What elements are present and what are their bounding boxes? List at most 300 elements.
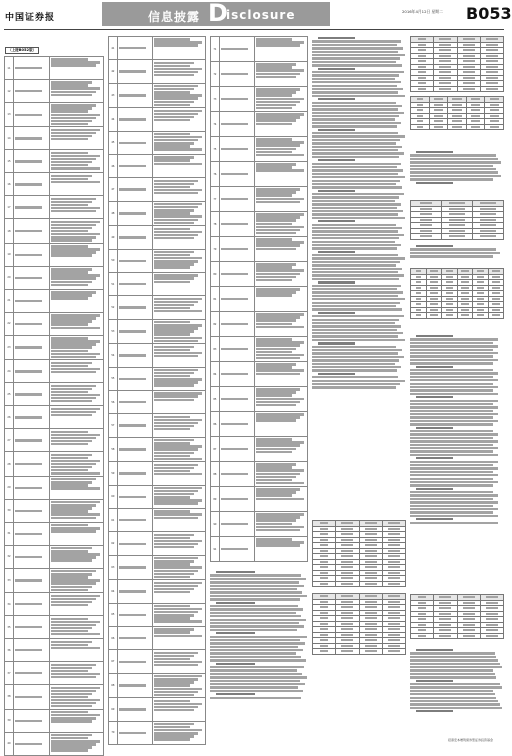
text-line	[51, 667, 92, 669]
text-line	[256, 323, 292, 325]
agency-name-cell	[117, 627, 152, 650]
text-line	[410, 171, 498, 173]
cell-text	[418, 613, 426, 615]
cell-text	[449, 208, 466, 210]
text-line	[312, 64, 402, 66]
text-line	[410, 515, 498, 517]
cell-text	[446, 309, 454, 311]
agency-name-cell	[13, 616, 49, 639]
text-line	[154, 452, 194, 454]
text-line	[256, 169, 304, 171]
text-line	[51, 576, 88, 578]
agency-detail-cell	[49, 127, 103, 150]
agency-row	[5, 662, 104, 685]
text-line	[154, 540, 202, 542]
cell-text	[461, 287, 469, 289]
text-line	[154, 119, 190, 121]
text-line	[221, 123, 247, 125]
table-cell	[359, 581, 382, 587]
text-line	[410, 505, 493, 507]
text-line	[312, 363, 395, 365]
cell-text	[388, 628, 400, 630]
text-line	[256, 163, 296, 165]
text-line	[210, 642, 305, 644]
cell-text	[341, 639, 353, 641]
agency-name-cell	[13, 568, 49, 592]
text-line	[210, 639, 300, 641]
agency-detail-cell	[254, 437, 307, 462]
text-line	[51, 641, 92, 643]
text-line	[154, 189, 202, 191]
text-line	[210, 659, 306, 661]
text-line	[51, 391, 88, 393]
agency-row	[211, 287, 308, 312]
text-line	[119, 354, 145, 356]
cell-text	[430, 303, 438, 305]
cell-text	[320, 650, 328, 652]
agency-name-cell	[117, 650, 152, 673]
text-line	[154, 537, 190, 539]
text-line	[256, 326, 304, 328]
row-number: 27	[5, 429, 14, 452]
cell-text	[439, 596, 451, 598]
row-number: 59	[109, 462, 118, 485]
text-line	[154, 706, 198, 708]
text-line	[154, 614, 194, 616]
text-line	[312, 257, 405, 259]
cell-text	[492, 276, 500, 278]
cell-text	[430, 292, 438, 294]
agency-detail-cell	[49, 522, 103, 545]
text-line	[119, 590, 145, 592]
text-line	[51, 746, 92, 748]
text-line	[256, 151, 292, 153]
text-block-col5-a	[410, 150, 504, 198]
text-line	[210, 690, 303, 692]
text-line	[154, 65, 190, 67]
text-line	[51, 737, 88, 739]
cell-text	[320, 544, 328, 546]
cell-text	[480, 208, 497, 210]
cell-text	[320, 623, 328, 625]
text-line	[216, 602, 255, 604]
row-number: 26	[5, 406, 14, 429]
cell-text	[486, 88, 498, 90]
cell-text	[480, 213, 497, 215]
text-line	[256, 476, 296, 478]
text-line	[51, 87, 100, 89]
text-line	[410, 501, 498, 503]
text-line	[256, 441, 304, 443]
text-line	[154, 510, 190, 512]
text-line	[154, 573, 194, 575]
cell-text	[420, 213, 431, 215]
agency-row	[5, 103, 104, 127]
text-line	[154, 71, 198, 73]
row-number: 77	[211, 187, 220, 212]
text-line	[51, 167, 100, 169]
text-line	[154, 576, 190, 578]
agency-name-cell	[117, 485, 152, 508]
text-line	[312, 54, 405, 56]
agency-detail-cell	[49, 80, 103, 103]
cell-text	[388, 528, 400, 530]
cell-text	[471, 120, 480, 122]
text-line	[154, 206, 198, 208]
cell-text	[439, 38, 451, 40]
text-line	[154, 237, 194, 239]
text-line	[312, 369, 397, 371]
agency-row	[109, 603, 206, 626]
text-line	[312, 335, 398, 337]
text-line	[256, 513, 304, 515]
text-line	[51, 460, 100, 462]
cell-text	[365, 650, 377, 652]
text-line	[221, 148, 247, 150]
cell-text	[418, 618, 426, 620]
issue-date: 2016年4月12日 星期二	[402, 9, 443, 14]
table-cell	[466, 124, 485, 130]
text-line	[210, 629, 297, 631]
text-line	[416, 151, 454, 153]
row-number: 42	[109, 60, 118, 83]
text-line	[256, 194, 292, 196]
cell-text	[446, 276, 454, 278]
agency-name-cell	[117, 367, 152, 390]
cell-text	[388, 566, 400, 568]
cell-text	[492, 298, 500, 300]
text-line	[256, 538, 292, 540]
text-line	[410, 693, 495, 695]
cell-text	[471, 115, 480, 117]
row-number: 12	[5, 80, 14, 103]
cell-text	[418, 602, 426, 604]
cell-text	[341, 595, 353, 597]
text-line	[51, 589, 88, 591]
table-row	[313, 581, 406, 587]
text-line	[210, 646, 298, 648]
text-line	[51, 705, 92, 707]
text-line	[51, 530, 96, 532]
agency-name-cell	[117, 437, 152, 461]
cell-text	[446, 287, 454, 289]
text-line	[312, 112, 404, 114]
agency-detail-cell	[254, 237, 307, 262]
text-line	[210, 673, 302, 675]
cell-text	[341, 645, 353, 647]
cell-text	[388, 650, 400, 652]
text-line	[416, 366, 454, 368]
agency-detail-cell	[254, 187, 307, 212]
section-title-cn: 信息披露	[148, 10, 201, 24]
cell-text	[430, 298, 438, 300]
cell-text	[320, 533, 328, 535]
row-number: 89	[211, 487, 220, 512]
text-line	[15, 416, 42, 418]
row-number: 45	[109, 131, 118, 154]
text-line	[154, 381, 198, 383]
row-number: 25	[5, 383, 14, 406]
text-line	[154, 732, 198, 734]
text-line	[221, 423, 247, 425]
agency-name-cell	[219, 237, 254, 262]
agency-detail-cell	[152, 226, 205, 249]
text-line	[312, 247, 397, 249]
text-line	[51, 501, 100, 503]
text-line	[154, 142, 194, 144]
cell-text	[446, 281, 454, 283]
text-line	[410, 345, 498, 347]
text-line	[154, 729, 202, 731]
cell-text	[416, 314, 421, 316]
text-line	[51, 513, 100, 515]
agency-row	[109, 627, 206, 650]
text-line	[410, 478, 493, 480]
text-line	[51, 687, 100, 689]
agency-detail-cell	[49, 360, 103, 383]
text-line	[312, 295, 398, 297]
agency-row	[211, 62, 308, 87]
text-line	[51, 337, 88, 339]
text-line	[154, 691, 198, 693]
text-line	[410, 175, 501, 177]
cell-text	[463, 607, 475, 609]
cell-text	[320, 561, 328, 563]
cell-text	[439, 618, 451, 620]
text-line	[15, 743, 42, 745]
text-line	[256, 529, 300, 531]
agency-detail-cell	[152, 201, 205, 225]
text-line	[154, 74, 194, 76]
agency-row	[5, 243, 104, 266]
text-line	[312, 359, 399, 361]
agency-name-cell	[13, 219, 49, 243]
text-line	[15, 556, 42, 558]
text-line	[154, 448, 198, 450]
agency-name-cell	[117, 319, 152, 343]
row-number: 52	[109, 296, 118, 319]
text-line	[312, 108, 398, 110]
row-number: 78	[211, 212, 220, 237]
agency-name-cell	[219, 412, 254, 437]
text-line	[15, 323, 42, 325]
text-line	[51, 117, 96, 119]
text-line	[312, 237, 399, 239]
cell-text	[486, 60, 498, 62]
text-line	[51, 507, 92, 509]
text-line	[312, 176, 405, 178]
text-line	[410, 248, 496, 250]
portfolio-table	[410, 36, 504, 92]
agency-row	[211, 362, 308, 387]
agency-name-cell	[13, 243, 49, 266]
text-line	[51, 714, 100, 716]
text-line	[256, 313, 304, 315]
text-line	[119, 378, 145, 380]
cell-text	[430, 314, 438, 316]
cell-text	[452, 120, 461, 122]
text-line	[210, 649, 303, 651]
text-line	[256, 523, 292, 525]
text-line	[256, 369, 304, 371]
row-number: 66	[109, 627, 118, 650]
agency-row	[109, 83, 206, 107]
row-number: 20	[5, 266, 14, 289]
text-line	[256, 241, 304, 243]
text-line	[51, 527, 100, 529]
table-cell	[382, 581, 405, 587]
masthead	[0, 0, 512, 30]
agency-name-cell	[117, 673, 152, 697]
text-line	[154, 428, 190, 430]
text-line	[312, 132, 398, 134]
text-line	[154, 664, 198, 666]
text-line	[410, 491, 493, 493]
row-number: 41	[109, 37, 118, 60]
text-line	[51, 604, 88, 606]
text-line	[312, 125, 397, 127]
agency-row	[211, 237, 308, 262]
text-line	[154, 726, 190, 728]
row-number: 15	[5, 150, 14, 173]
text-line	[15, 300, 42, 302]
text-line	[216, 663, 255, 665]
agency-row	[5, 685, 104, 709]
row-number: 13	[5, 103, 14, 127]
table-cell	[426, 313, 442, 319]
text-line	[154, 445, 202, 447]
cell-text	[463, 629, 475, 631]
text-line	[256, 44, 300, 46]
text-line	[256, 69, 304, 71]
text-line	[154, 557, 198, 559]
text-line	[312, 91, 398, 93]
agency-name-cell	[13, 685, 49, 709]
text-line	[210, 574, 301, 576]
agency-name-cell	[13, 383, 49, 406]
agency-detail-cell	[152, 60, 205, 83]
cell-text	[388, 645, 400, 647]
sales-agency-table-2	[108, 36, 206, 745]
text-line	[154, 68, 202, 70]
text-line	[210, 622, 299, 624]
text-line	[256, 154, 304, 156]
cell-text	[446, 314, 454, 316]
cell-text	[341, 612, 353, 614]
table-cell	[473, 234, 504, 240]
text-line	[51, 644, 88, 646]
text-line	[312, 285, 401, 287]
text-line	[256, 104, 296, 106]
text-line	[154, 85, 198, 87]
agency-name-cell	[117, 178, 152, 201]
text-line	[154, 327, 198, 329]
cell-text	[477, 314, 485, 316]
cell-text	[486, 602, 498, 604]
text-line	[312, 274, 404, 276]
text-line	[51, 510, 88, 512]
cell-text	[490, 109, 499, 111]
text-line	[119, 543, 145, 545]
text-line	[119, 212, 145, 214]
text-line	[312, 71, 404, 73]
text-line	[119, 448, 145, 450]
text-line	[154, 301, 198, 303]
table-cell	[480, 86, 503, 92]
text-line	[210, 619, 306, 621]
text-line	[51, 350, 88, 352]
cell-text	[439, 607, 451, 609]
agency-name-cell	[13, 289, 49, 312]
text-line	[154, 136, 202, 138]
text-line	[154, 570, 198, 572]
text-line	[119, 519, 145, 521]
text-line	[154, 392, 202, 394]
cell-text	[461, 292, 469, 294]
text-line	[416, 488, 454, 490]
table-cell	[336, 649, 359, 655]
text-line	[51, 245, 88, 247]
text-line	[51, 204, 88, 206]
table-cell	[411, 313, 427, 319]
cell-text	[341, 555, 353, 557]
agency-detail-cell	[254, 37, 307, 62]
row-number: 48	[109, 201, 118, 225]
text-line	[410, 444, 493, 446]
cell-text	[365, 555, 377, 557]
text-line	[51, 627, 92, 629]
text-line	[410, 359, 498, 361]
agency-detail-cell	[49, 173, 103, 196]
text-line	[51, 84, 88, 86]
text-line	[256, 101, 300, 103]
text-line	[221, 398, 247, 400]
text-line	[154, 513, 202, 515]
row-number: 81	[211, 287, 220, 312]
text-line	[221, 98, 247, 100]
agency-row	[109, 673, 206, 697]
cell-text	[365, 634, 377, 636]
text-line	[154, 156, 194, 158]
text-line	[256, 188, 300, 190]
row-number: 56	[109, 391, 118, 414]
cell-text	[417, 120, 423, 122]
mid-table-col5	[410, 200, 504, 242]
agency-name-cell	[219, 287, 254, 312]
agency-detail-cell	[254, 287, 307, 312]
text-line	[51, 431, 88, 433]
text-line	[51, 81, 92, 83]
text-line	[312, 193, 404, 195]
row-number: 82	[211, 312, 220, 337]
cell-text	[486, 77, 498, 79]
text-line	[119, 496, 145, 498]
cell-text	[365, 566, 377, 568]
text-line	[410, 389, 493, 391]
text-line	[210, 608, 303, 610]
cell-text	[452, 98, 461, 100]
text-line	[119, 424, 145, 426]
cell-text	[461, 281, 469, 283]
text-line	[312, 254, 398, 256]
text-line	[15, 696, 42, 698]
text-line	[51, 274, 100, 276]
text-line	[410, 440, 498, 442]
cell-text	[418, 624, 426, 626]
agency-row	[109, 580, 206, 603]
agency-name-cell	[117, 698, 152, 721]
cell-text	[388, 550, 400, 552]
